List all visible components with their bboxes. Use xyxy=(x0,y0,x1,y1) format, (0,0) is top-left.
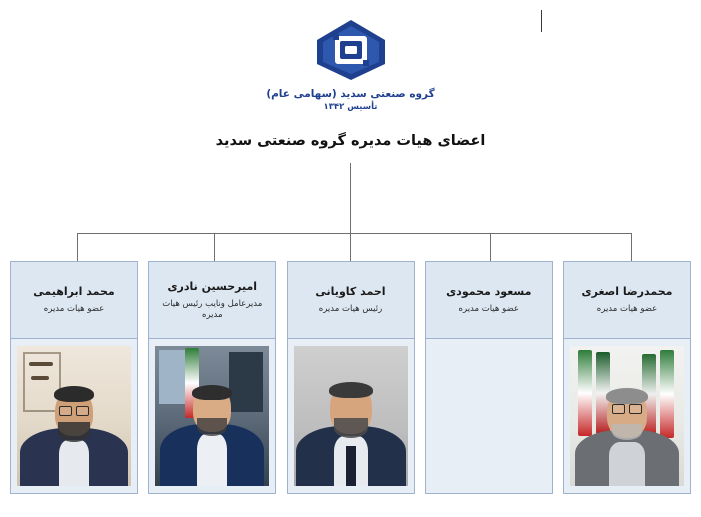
board-member-photo xyxy=(10,339,138,494)
board-member-card[interactable] xyxy=(563,261,691,494)
board-member-role: عضو هیات مدیره xyxy=(43,304,105,315)
connector-drop-4 xyxy=(214,233,215,261)
page-title: اعضای هیات مدیره گروه صنعتی سدید xyxy=(215,133,486,149)
connector-drop-3 xyxy=(350,233,351,261)
board-member-name: امیرحسین نادری xyxy=(167,279,258,293)
logo-company-name xyxy=(266,87,434,114)
board-member-name: محمدرضا اصغری xyxy=(581,285,673,299)
board-member-name: مسعود محمودی xyxy=(446,285,532,299)
logo-company-name-text: گروه صنعتی سدید (سهامی عام) xyxy=(266,88,435,100)
logo-founded-text: تأسیس ۱۳۴۲ xyxy=(323,102,378,113)
board-members-row xyxy=(10,261,691,494)
board-member-header xyxy=(148,261,276,339)
board-member-role: عضو هیات مدیره xyxy=(458,304,519,315)
board-member-role: رئیس هیات مدیره xyxy=(318,304,383,315)
board-member-role: عضو هیات مدیره xyxy=(596,304,658,315)
connector-drop-5 xyxy=(77,233,78,261)
board-member-header xyxy=(425,261,553,339)
board-member-name: محمد ابراهیمی xyxy=(33,285,115,299)
sadid-logo-icon xyxy=(315,18,387,82)
board-member-header xyxy=(287,261,415,339)
board-member-card[interactable] xyxy=(148,261,276,494)
board-member-header xyxy=(10,261,138,339)
board-member-card[interactable] xyxy=(10,261,138,494)
board-member-header xyxy=(563,261,691,339)
connector-drop-1 xyxy=(631,233,632,261)
company-logo-block xyxy=(0,18,701,114)
board-member-photo xyxy=(148,339,276,494)
board-member-role: مدیرعامل ونایب رئیس هیات مدیره xyxy=(162,298,263,320)
board-member-name: احمد کاویانی xyxy=(315,285,386,299)
board-member-card[interactable] xyxy=(287,261,415,494)
board-member-card[interactable] xyxy=(425,261,553,494)
connector-vertical-stem xyxy=(350,163,351,233)
board-member-photo-empty xyxy=(425,339,553,494)
board-member-photo xyxy=(287,339,415,494)
board-member-photo xyxy=(563,339,691,494)
connector-drop-2 xyxy=(490,233,491,261)
connector-horizontal-bus xyxy=(77,233,631,234)
